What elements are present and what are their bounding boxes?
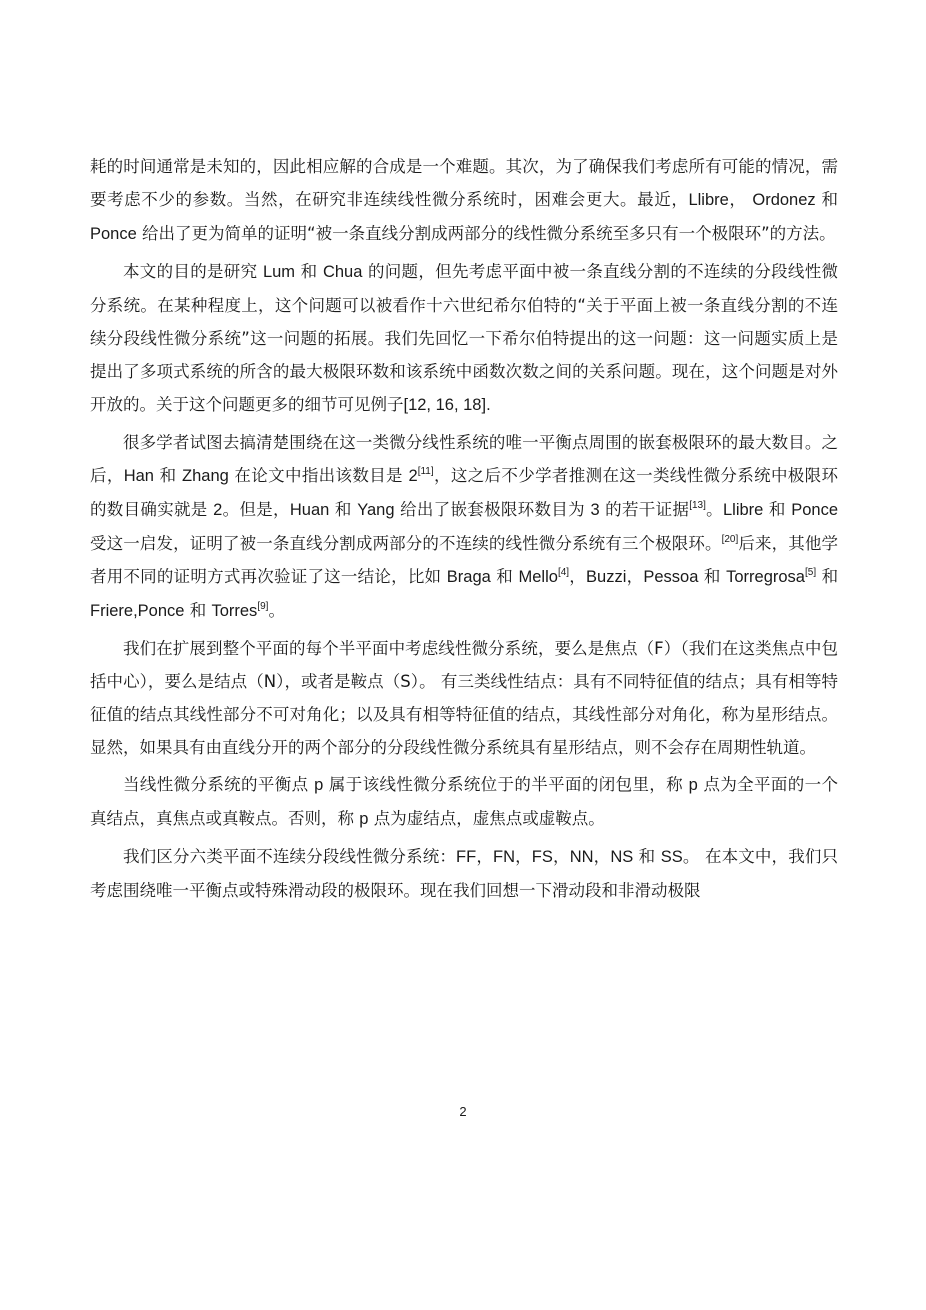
text-run: 和 xyxy=(703,567,721,586)
text-run: 当线性微分系统的平衡点 xyxy=(123,775,309,794)
text-run: 。 在本文中，我们只考虑围绕唯一平衡点或特殊滑动段的极限环。现在我们回想一下滑动段和非滑动极限 xyxy=(90,847,839,900)
paragraph-6 xyxy=(90,840,838,907)
body-text xyxy=(90,150,838,911)
text-run: 的问题，但先考虑平面中被一条直线分割的不连续的分段线性微分系统。在某种程度上，这个问题可以被看作十六世纪希尔伯特的“关于平面上被一条直线分割的不连续分段线性微分系统”这一问题的拓展。我们先回忆一下希尔伯特提出的这一问题：这一问题实质上是提出了多项式系统的所含的最大极限环数和该系统中函数次数之间的关系问题。现在，这个问题是对外开放的。关于这个问题更多的细节可见例子 xyxy=(90,262,839,414)
class-labels: FF，FN，FS，NN，NS xyxy=(456,848,634,866)
author-name: Buzzi xyxy=(586,568,627,586)
number: 2 xyxy=(213,501,223,519)
text-run: 本文的目的是研究 xyxy=(123,262,258,281)
text-run: 点为全平面的一个真结点，真焦点或真鞍点。否则，称 xyxy=(90,775,838,828)
citation-superscript: [9] xyxy=(257,601,269,612)
author-name: Torres xyxy=(211,602,258,620)
text-run: 和 xyxy=(821,190,838,209)
author-name: Ordonez xyxy=(752,191,816,209)
text-run: 很多学者试图去搞清楚围绕在这一类微分线性系统的唯一平衡点周围的嵌套极限环的最大数目。之后， xyxy=(90,433,838,485)
text-run: 和 xyxy=(768,500,786,519)
page-number: 2 xyxy=(459,1104,467,1119)
author-name: Yang xyxy=(357,501,395,519)
text-run: 和 xyxy=(821,567,839,586)
text-run: 。 xyxy=(705,500,723,519)
author-name: Braga xyxy=(446,568,491,586)
number: 3 xyxy=(590,501,600,519)
text-run: 和 xyxy=(189,601,207,620)
math-variable: p xyxy=(688,776,698,794)
author-name: Huan xyxy=(289,501,330,519)
paragraph-2 xyxy=(90,255,838,422)
number: 2 xyxy=(408,467,418,485)
citation: [12, 16, 18]. xyxy=(403,396,491,414)
math-variable: p xyxy=(314,776,324,794)
text-run: 和 xyxy=(638,847,656,866)
author-name: Chua xyxy=(322,263,363,281)
citation-superscript: [4] xyxy=(557,567,570,578)
text-run: 我们在扩展到整个平面的每个半平面中考虑线性微分系统，要么是焦点（F）（我们在这类焦点中包括中心），要么是结点（N），或者是鞍点（S）。 有三类线性结点：具有不同特征值的结点；具有相等特征值的结点其线性部分不可对角化；以及具有相等特征值的结点，其线性部分对角化，称为星形结点。 显然，如果具有由直线分开的两个部分的分段线性微分系统具有星形结点，则不会存在周期性轨道。 xyxy=(90,639,838,757)
paragraph-3 xyxy=(90,426,838,628)
author-name: Llibre， xyxy=(688,191,747,209)
paragraph-4 xyxy=(90,632,838,764)
text-run: ，这之后不少学者推测在这一类线性微分系统中极限环的数目确实就是 xyxy=(90,466,839,519)
author-name: Llibre xyxy=(722,501,764,519)
paragraph-5 xyxy=(90,768,838,836)
author-name: Mello xyxy=(518,568,558,586)
text-run: ， xyxy=(626,567,644,586)
author-name: Torregrosa xyxy=(726,568,805,586)
math-variable: p xyxy=(359,810,369,828)
paragraph-1 xyxy=(90,150,838,251)
author-name: Friere,Ponce xyxy=(90,602,185,620)
text-run: 后来，其他学者用不同的证明方式再次验证了这一结论，比如 xyxy=(90,534,839,586)
text-run: 耗的时间通常是未知的，因此相应解的合成是一个难题。其次，为了确保我们考虑所有可能的情况，需要考虑不少的参数。当然，在研究非连续线性微分系统时，困难会更大。最近， xyxy=(90,157,838,209)
author-name: Pessoa xyxy=(643,568,699,586)
author-name: Ponce xyxy=(791,501,839,519)
text-run: 和 xyxy=(159,466,177,485)
text-run: 。 xyxy=(268,601,285,620)
text-run: ， xyxy=(569,567,587,586)
text-run: 点为虚结点，虚焦点或虚鞍点。 xyxy=(373,809,605,828)
text-run: 受这一启发，证明了被一条直线分割成两部分的不连续的线性微分系统有三个极限环。 xyxy=(90,534,722,553)
text-run: 给出了更为简单的证明“被一条直线分割成两部分的线性微分系统至多只有一个极限环”的方法。 xyxy=(142,224,836,243)
author-name: Ponce xyxy=(90,225,137,243)
citation-superscript: [20] xyxy=(721,534,739,545)
citation-superscript: [11] xyxy=(417,466,434,477)
text-run: 。但是， xyxy=(222,500,290,519)
citation-superscript: [5] xyxy=(804,567,817,578)
text-run: 和 xyxy=(334,500,352,519)
text-run: 和 xyxy=(300,262,318,281)
citation-superscript: [13] xyxy=(689,500,706,511)
author-name: Han xyxy=(123,467,154,485)
text-run: 给出了嵌套极限环数目为 xyxy=(400,500,585,519)
class-labels: SS xyxy=(660,848,683,866)
text-run: 属于该线性微分系统位于的半平面的闭包里，称 xyxy=(328,775,684,794)
text-run: 在论文中指出该数目是 xyxy=(234,466,403,485)
text-run: 的若干证据 xyxy=(605,500,690,519)
author-name: Lum xyxy=(262,263,296,281)
author-name: Zhang xyxy=(182,467,229,485)
text-run: 我们区分六类平面不连续分段线性微分系统： xyxy=(123,847,457,866)
text-run: 和 xyxy=(496,567,514,586)
